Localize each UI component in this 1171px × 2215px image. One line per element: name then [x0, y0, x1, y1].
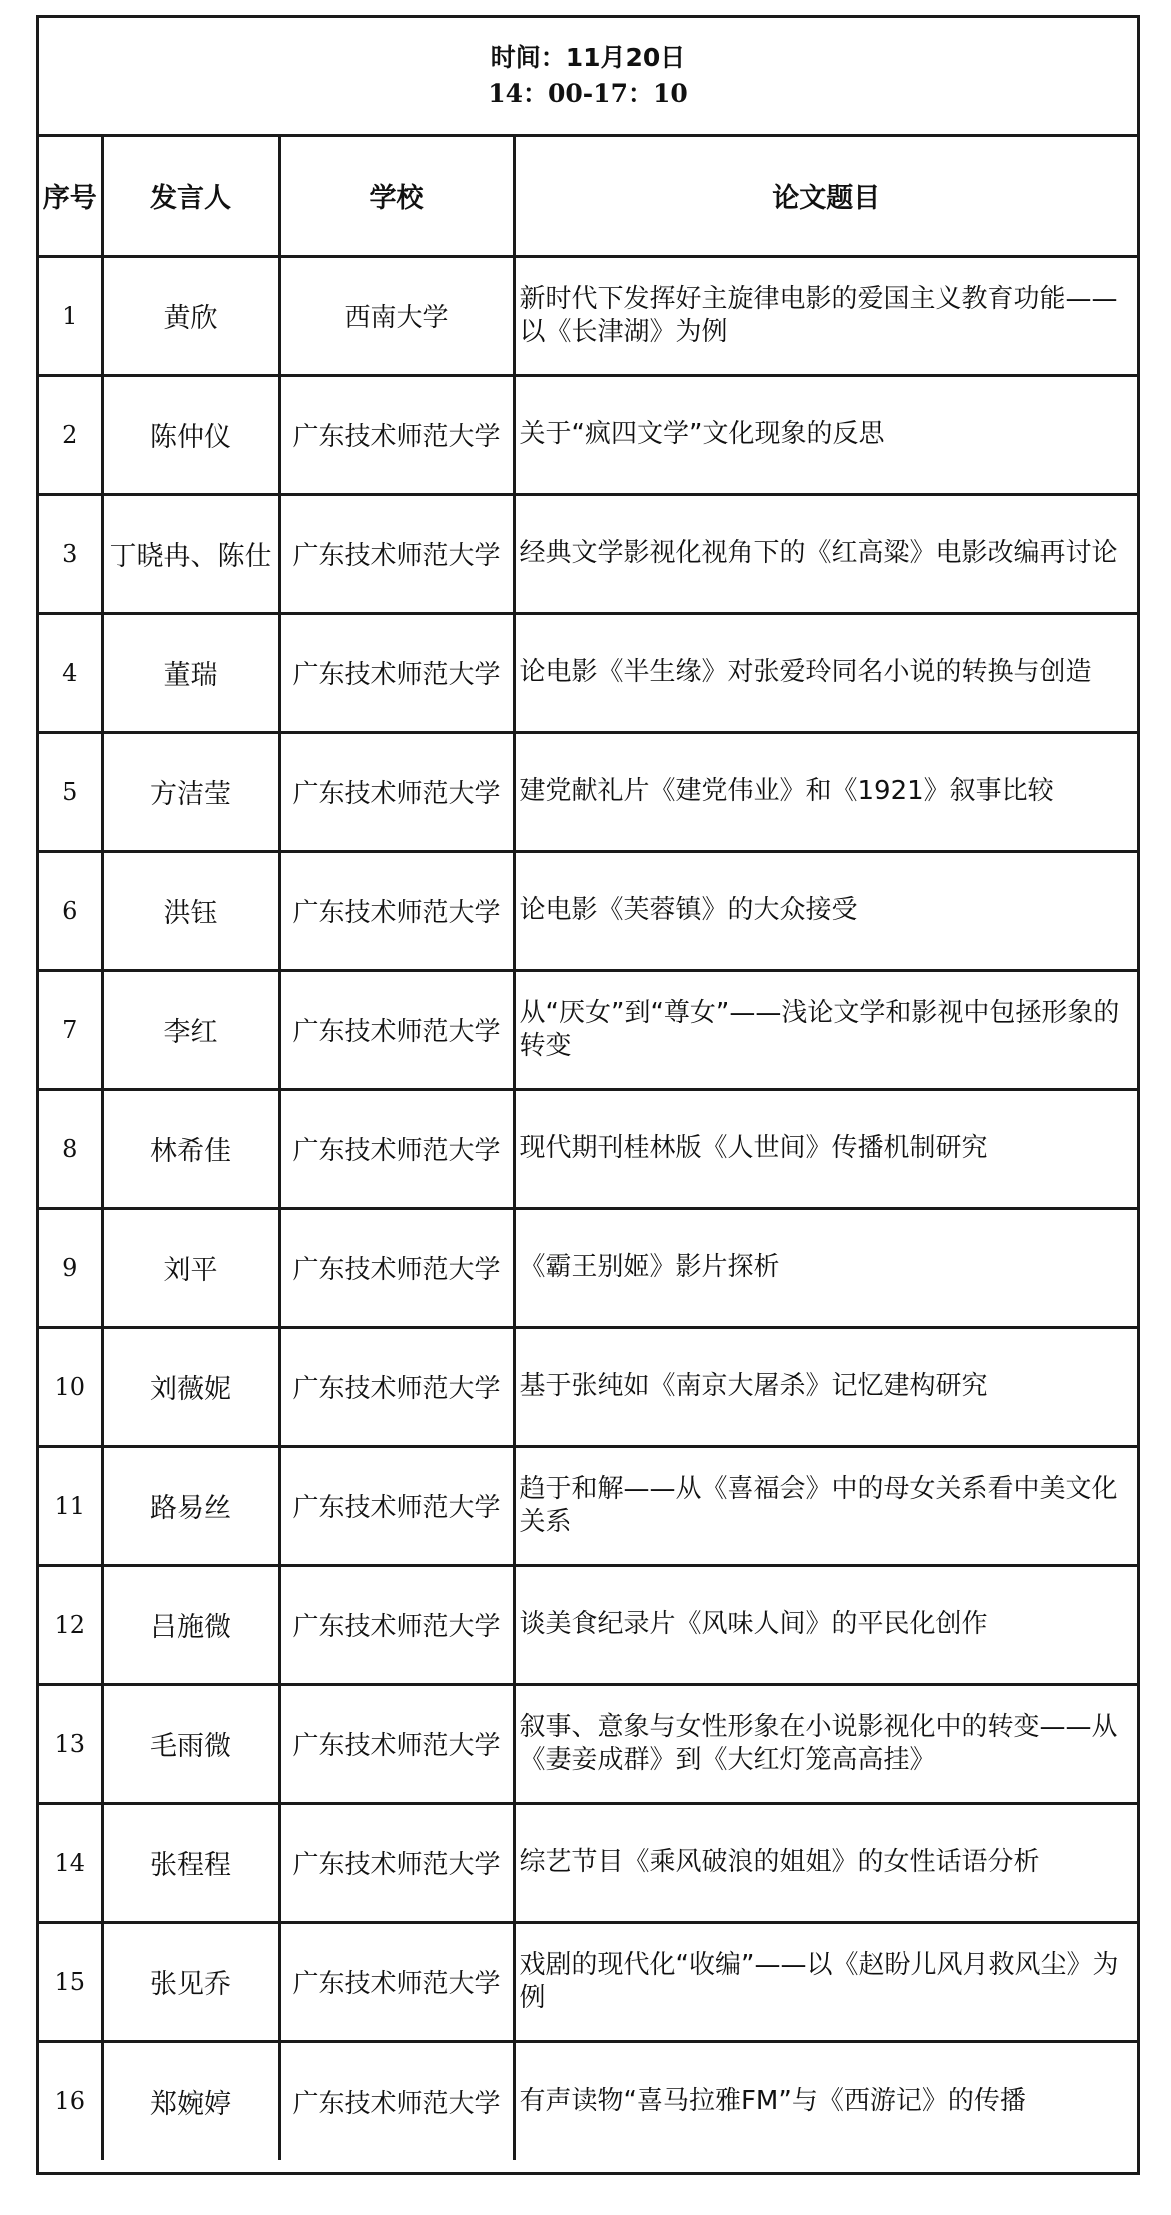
paper-title: 《霸王别姬》影片探析 [514, 1208, 1137, 1327]
school-name: 广东技术师范大学 [279, 851, 514, 970]
paper-title: 叙事、意象与女性形象在小说影视化中的转变——从《妻妾成群》到《大红灯笼高高挂》 [514, 1684, 1137, 1803]
school-name: 广东技术师范大学 [279, 1803, 514, 1922]
school-name: 广东技术师范大学 [279, 1208, 514, 1327]
school-name: 广东技术师范大学 [279, 732, 514, 851]
speaker-name: 张见乔 [102, 1922, 279, 2041]
schedule-sheet [36, 15, 1140, 2175]
paper-title: 趋于和解——从《喜福会》中的母女关系看中美文化关系 [514, 1446, 1137, 1565]
row-number: 14 [39, 1803, 102, 1922]
school-name: 广东技术师范大学 [279, 494, 514, 613]
paper-title: 谈美食纪录片《风味人间》的平民化创作 [514, 1565, 1137, 1684]
session-date: 时间：11月20日 [490, 43, 686, 72]
table-row [39, 256, 1137, 375]
school-name: 广东技术师范大学 [279, 375, 514, 494]
row-number: 1 [39, 256, 102, 375]
paper-title: 论电影《芙蓉镇》的大众接受 [514, 851, 1137, 970]
paper-title: 论电影《半生缘》对张爱玲同名小说的转换与创造 [514, 613, 1137, 732]
speaker-name: 方洁莹 [102, 732, 279, 851]
table-row [39, 851, 1137, 970]
table-row [39, 375, 1137, 494]
column-header-school: 学校 [279, 137, 514, 256]
speaker-name: 李红 [102, 970, 279, 1089]
row-number: 8 [39, 1089, 102, 1208]
speaker-name: 黄欣 [102, 256, 279, 375]
table-row [39, 1803, 1137, 1922]
row-number: 9 [39, 1208, 102, 1327]
speaker-name: 刘薇妮 [102, 1327, 279, 1446]
school-name: 广东技术师范大学 [279, 970, 514, 1089]
paper-title: 经典文学影视化视角下的《红高粱》电影改编再讨论 [514, 494, 1137, 613]
paper-title: 基于张纯如《南京大屠杀》记忆建构研究 [514, 1327, 1137, 1446]
school-name: 广东技术师范大学 [279, 1089, 514, 1208]
paper-title: 从“厌女”到“尊女”——浅论文学和影视中包拯形象的转变 [514, 970, 1137, 1089]
row-number: 7 [39, 970, 102, 1089]
row-number: 13 [39, 1684, 102, 1803]
paper-title: 新时代下发挥好主旋律电影的爱国主义教育功能——以《长津湖》为例 [514, 256, 1137, 375]
speaker-name: 陈仲仪 [102, 375, 279, 494]
paper-title: 关于“疯四文学”文化现象的反思 [514, 375, 1137, 494]
row-number: 15 [39, 1922, 102, 2041]
table-row [39, 1446, 1137, 1565]
speaker-table [39, 137, 1137, 2160]
row-number: 5 [39, 732, 102, 851]
paper-title: 戏剧的现代化“收编”——以《赵盼儿风月救风尘》为例 [514, 1922, 1137, 2041]
row-number: 16 [39, 2041, 102, 2160]
speaker-name: 洪钰 [102, 851, 279, 970]
column-header-no: 序号 [39, 137, 102, 256]
table-row [39, 970, 1137, 1089]
speaker-name: 林希佳 [102, 1089, 279, 1208]
paper-title: 综艺节目《乘风破浪的姐姐》的女性话语分析 [514, 1803, 1137, 1922]
row-number: 3 [39, 494, 102, 613]
table-row [39, 1922, 1137, 2041]
row-number: 10 [39, 1327, 102, 1446]
speaker-name: 郑婉婷 [102, 2041, 279, 2160]
row-number: 6 [39, 851, 102, 970]
speaker-name: 路易丝 [102, 1446, 279, 1565]
table-row [39, 2041, 1137, 2160]
school-name: 广东技术师范大学 [279, 1565, 514, 1684]
table-row [39, 1208, 1137, 1327]
school-name: 广东技术师范大学 [279, 1684, 514, 1803]
speaker-name: 吕施微 [102, 1565, 279, 1684]
speaker-name: 董瑞 [102, 613, 279, 732]
row-number: 4 [39, 613, 102, 732]
school-name: 广东技术师范大学 [279, 1327, 514, 1446]
paper-title: 现代期刊桂林版《人世间》传播机制研究 [514, 1089, 1137, 1208]
school-name: 广东技术师范大学 [279, 613, 514, 732]
row-number: 12 [39, 1565, 102, 1684]
speaker-name: 刘平 [102, 1208, 279, 1327]
table-header-row [39, 137, 1137, 256]
table-row [39, 494, 1137, 613]
school-name: 西南大学 [279, 256, 514, 375]
table-row [39, 1089, 1137, 1208]
school-name: 广东技术师范大学 [279, 1922, 514, 2041]
column-header-title: 论文题目 [514, 137, 1137, 256]
session-time: 14：00-17：10 [488, 79, 688, 108]
speaker-name: 丁晓冉、陈仕 [102, 494, 279, 613]
table-body [39, 256, 1137, 2160]
paper-title: 建党献礼片《建党伟业》和《1921》叙事比较 [514, 732, 1137, 851]
table-row [39, 1565, 1137, 1684]
school-name: 广东技术师范大学 [279, 2041, 514, 2160]
table-row [39, 1684, 1137, 1803]
paper-title: 有声读物“喜马拉雅FM”与《西游记》的传播 [519, 2085, 1026, 2116]
school-name: 广东技术师范大学 [279, 1446, 514, 1565]
speaker-name: 张程程 [102, 1803, 279, 1922]
session-header [39, 18, 1137, 137]
column-header-speaker: 发言人 [102, 137, 279, 256]
table-row [39, 613, 1137, 732]
row-number: 2 [39, 375, 102, 494]
speaker-name: 毛雨微 [102, 1684, 279, 1803]
table-row [39, 1327, 1137, 1446]
table-row [39, 732, 1137, 851]
row-number: 11 [39, 1446, 102, 1565]
